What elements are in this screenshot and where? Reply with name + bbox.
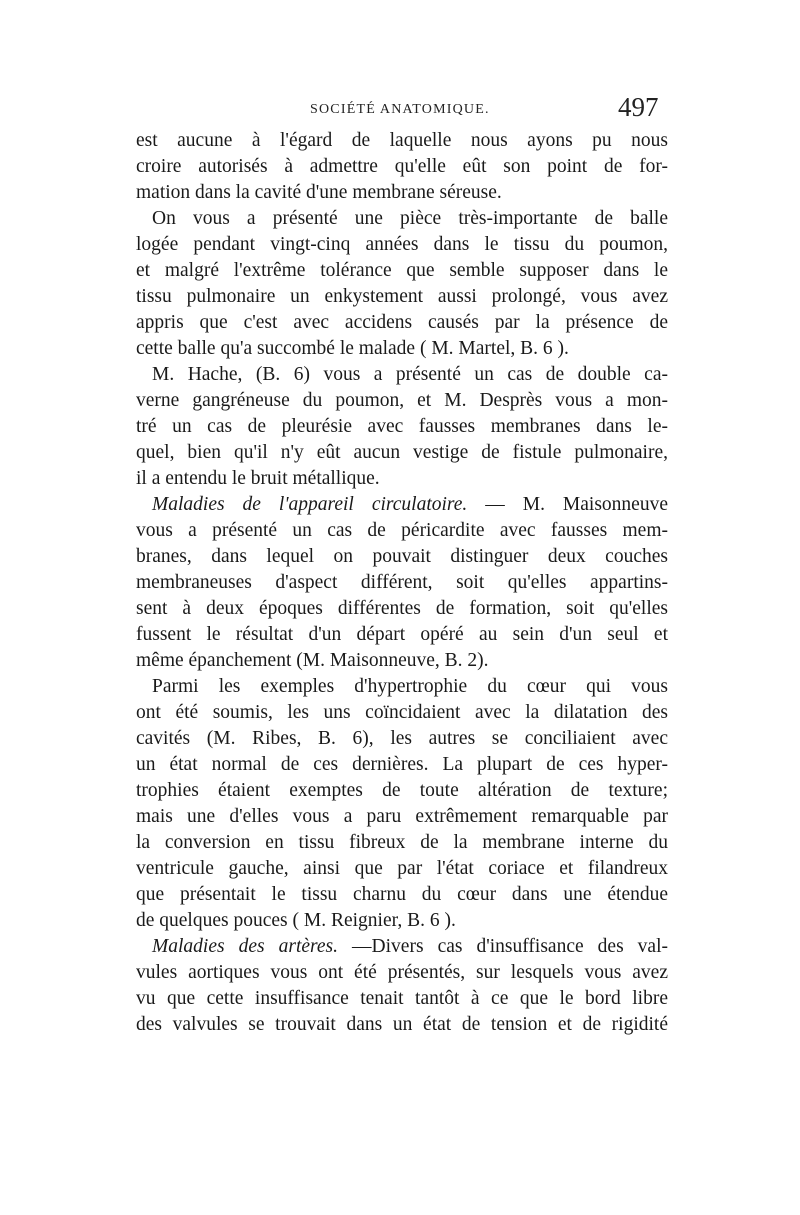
- text-line: il a entendu le bruit métallique.: [136, 468, 380, 489]
- text-line: appris que c'est avec accidens causés par la présence de: [136, 312, 668, 333]
- text-line: logée pendant vingt-cinq années dans le tissu du poumon,: [136, 234, 668, 255]
- text-line: de quelques pouces ( M. Reignier, B. 6 ).: [136, 910, 456, 931]
- text-line: trophies étaient exemptes de toute altération de texture;: [136, 780, 668, 801]
- text-line: mais une d'elles vous a paru extrêmement remarquable par: [136, 806, 668, 827]
- text-line: Parmi les exemples d'hypertrophie du cœur qui vous: [152, 676, 668, 697]
- text-line: ont été soumis, les uns coïncidaient avec la dilatation des: [136, 702, 668, 723]
- text-line: est aucune à l'égard de laquelle nous ayons pu nous: [136, 130, 668, 151]
- text-line: cavités (M. Ribes, B. 6), les autres se conciliaient avec: [136, 728, 668, 749]
- text-line: tissu pulmonaire un enkystement aussi prolongé, vous avez: [136, 286, 668, 307]
- section-heading: Maladies des artères.: [152, 936, 339, 957]
- text-line: membraneuses d'aspect différent, soit qu'elles appartins-: [136, 572, 668, 593]
- text-line: fussent le résultat d'un départ opéré au sein d'un seul et: [136, 624, 668, 645]
- text-line: Maladies de l'appareil circulatoire. — M. Maisonneuve: [152, 494, 668, 515]
- text-line: des valvules se trouvait dans un état de tension et de rigidité: [136, 1014, 668, 1035]
- section-heading: Maladies de l'appareil circulatoire.: [152, 494, 468, 515]
- text-line: verne gangréneuse du poumon, et M. Desprès vous a mon-: [136, 390, 668, 411]
- page-number: 497: [618, 92, 659, 122]
- text-line: M. Hache, (B. 6) vous a présenté un cas de double ca-: [152, 364, 668, 385]
- text-line: ventricule gauche, ainsi que par l'état coriace et filandreux: [136, 858, 668, 879]
- text-line: vous a présenté un cas de péricardite avec fausses mem-: [136, 520, 668, 541]
- text-line: et malgré l'extrême tolérance que semble supposer dans le: [136, 260, 668, 281]
- text-line: tré un cas de pleurésie avec fausses membranes dans le-: [136, 416, 668, 437]
- text-line: branes, dans lequel on pouvait distinguer deux couches: [136, 546, 668, 567]
- text-line: mation dans la cavité d'une membrane séreuse.: [136, 182, 502, 203]
- running-head: [0, 92, 800, 126]
- text-line: vu que cette insuffisance tenait tantôt à ce que le bord libre: [136, 988, 668, 1009]
- text-line: sent à deux époques différentes de formation, soit qu'elles: [136, 598, 668, 619]
- text-line: que présentait le tissu charnu du cœur dans une étendue: [136, 884, 668, 905]
- text-line: Maladies des artères. —Divers cas d'insuffisance des val-: [152, 936, 668, 957]
- text-line: un état normal de ces dernières. La plupart de ces hyper-: [136, 754, 668, 775]
- text-line: même épanchement (M. Maisonneuve, B. 2).: [136, 650, 489, 671]
- text-line: cette balle qu'a succombé le malade ( M. Martel, B. 6 ).: [136, 338, 569, 359]
- text-line: vules aortiques vous ont été présentés, sur lesquels vous avez: [136, 962, 668, 983]
- text-line: quel, bien qu'il n'y eût aucun vestige de fistule pulmonaire,: [136, 442, 668, 463]
- text-line: croire autorisés à admettre qu'elle eût son point de for-: [136, 156, 668, 177]
- body-text: [136, 128, 668, 1038]
- text-line: On vous a présenté une pièce très-importante de balle: [152, 208, 668, 229]
- running-head-title: SOCIÉTÉ ANATOMIQUE.: [310, 102, 490, 117]
- text-line: la conversion en tissu fibreux de la membrane interne du: [136, 832, 668, 853]
